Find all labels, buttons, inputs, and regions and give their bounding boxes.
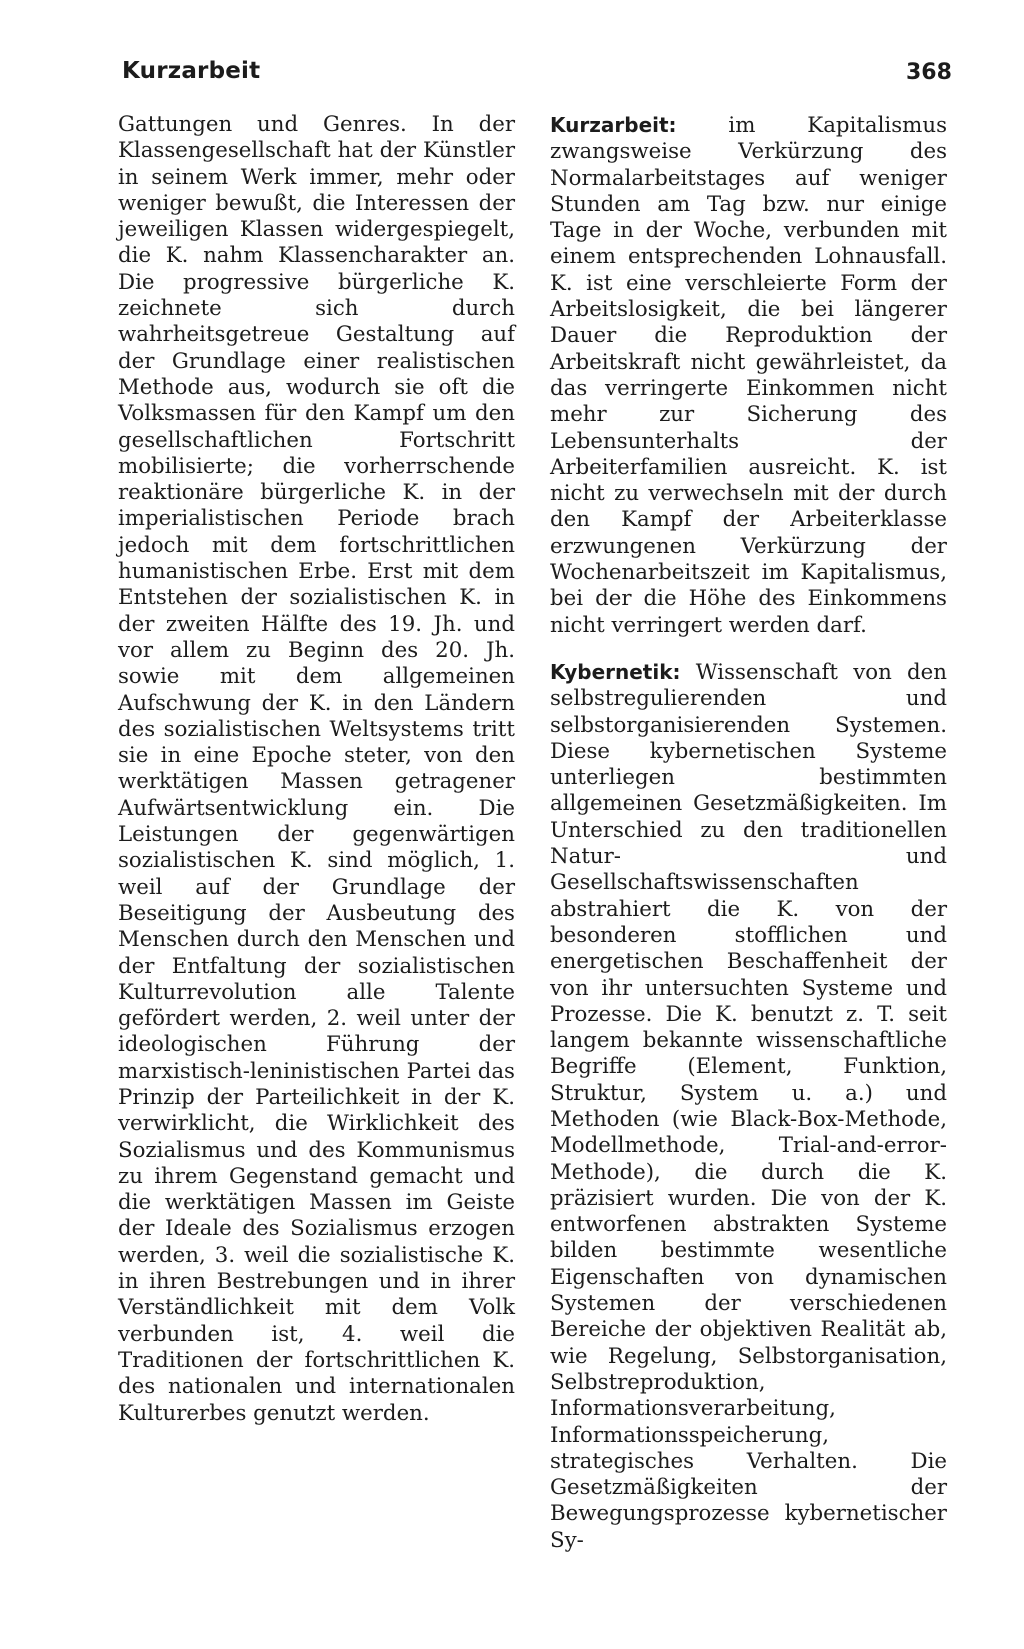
page-number: 368 (906, 60, 952, 85)
entry-kybernetik-text: Wissenschaft von den selbstregulierenden und selbstorganisierenden Systemen. Diese kybernetischen Systeme unterliegen bestimmten allgemeinen Gesetzmäßigkeiten. Im Unterschied zu den traditionellen Natur- und Gesellschaftswissenschaften abstrahiert die K. von der besonderen stofflichen und energetischen Beschaffenheit der von ihr untersuchten Systeme und Prozesse. Die K. benutzt z. T. seit langem bekannte wissenschaftliche Begriffe (Element, Funktion, Struktur, System u. a.) und Methoden (wie Black-Box-Methode, Modellmethode, Trial-and-error-Methode), die durch die K. präzisiert wurden. Die von der K. entworfenen abstrakten Systeme bilden bestimmte wesentliche Eigenschaften von dynamischen Systemen der verschiedenen Bereiche der objektiven Realität ab, wie Regelung, Selbstorganisation, Selbstreproduktion, Informationsverarbeitung, Informationsspeicherung, strategisches Verhalten. Die Gesetzmäßigkeiten der Bewegungsprozesse kybernetischer Sy- (550, 659, 947, 1553)
left-column-text: Gattungen und Genres. In der Klassengesellschaft hat der Künstler in seinem Werk immer, mehr oder weniger bewußt, die Interessen der jeweiligen Klassen widergespiegelt, die K. nahm Klassencharakter an. Die progressive bürgerliche K. zeichnete sich durch wahrheitsgetreue Gestaltung auf der Grundlage einer realistischen Methode aus, wodurch sie oft die Volksmassen für den Kampf um den gesellschaftlichen Fortschritt mobilisierte; die vorherrschende reaktionäre bürgerliche K. in der imperialistischen Periode brach jedoch mit dem fortschrittlichen humanistischen Erbe. Erst mit dem Entstehen der sozialistischen K. in der zweiten Hälfte des 19. Jh. und vor allem zu Beginn des 20. Jh. sowie mit dem allgemeinen Aufschwung der K. in den Ländern des sozialistischen Weltsystems tritt sie in eine Epoche steter, von den werktätigen Massen getragener Aufwärtsentwicklung ein. Die Leistungen der gegenwärtigen sozialistischen K. sind möglich, 1. weil auf der Grundlage der Beseitigung der Ausbeutung des Menschen durch den Menschen und der Entfaltung der sozialistischen Kulturrevolution alle Talente gefördert werden, 2. weil unter der ideologischen Führung der marxistisch-leninistischen Partei das Prinzip der Parteilichkeit in der K. verwirklicht, die Wirklichkeit des Sozialismus und des Kommunismus zu ihrem Gegenstand gemacht und die werktätigen Massen im Geiste der Ideale des Sozialismus erzogen werden, 3. weil die sozialistische K. in ihren Bestrebungen und in ihrer Verständlichkeit mit dem Volk verbunden ist, 4. weil die Traditionen der fortschrittlichen K. des nationalen und internationalen Kulturerbes genutzt werden. (118, 112, 515, 1426)
running-head: Kurzarbeit (122, 58, 261, 84)
entry-kurzarbeit (550, 112, 947, 639)
left-column (118, 112, 515, 1427)
entry-kybernetik (550, 659, 947, 1554)
lemma-kurzarbeit: Kurzarbeit: (550, 113, 677, 137)
entry-kurzarbeit-text: im Kapitalismus zwangsweise Verkürzung des Normalarbeitstages auf weniger Stunden am Tag bzw. nur einige Tage in der Woche, verbunden mit einem entsprechenden Lohnausfall. K. ist eine verschleierte Form der Arbeitslosigkeit, die bei längerer Dauer die Reproduktion der Arbeitskraft nicht gewährleistet, da das verringerte Einkommen nicht mehr zur Sicherung des Lebensunterhalts der Arbeiterfamilien ausreicht. K. ist nicht zu verwechseln mit der durch den Kampf der Arbeiterklasse erzwungenen Verkürzung der Wochenarbeitszeit im Kapitalismus, bei der die Höhe des Einkommens nicht verringert werden darf. (550, 113, 947, 638)
lemma-kybernetik: Kybernetik: (550, 659, 681, 684)
right-column (550, 112, 947, 1554)
